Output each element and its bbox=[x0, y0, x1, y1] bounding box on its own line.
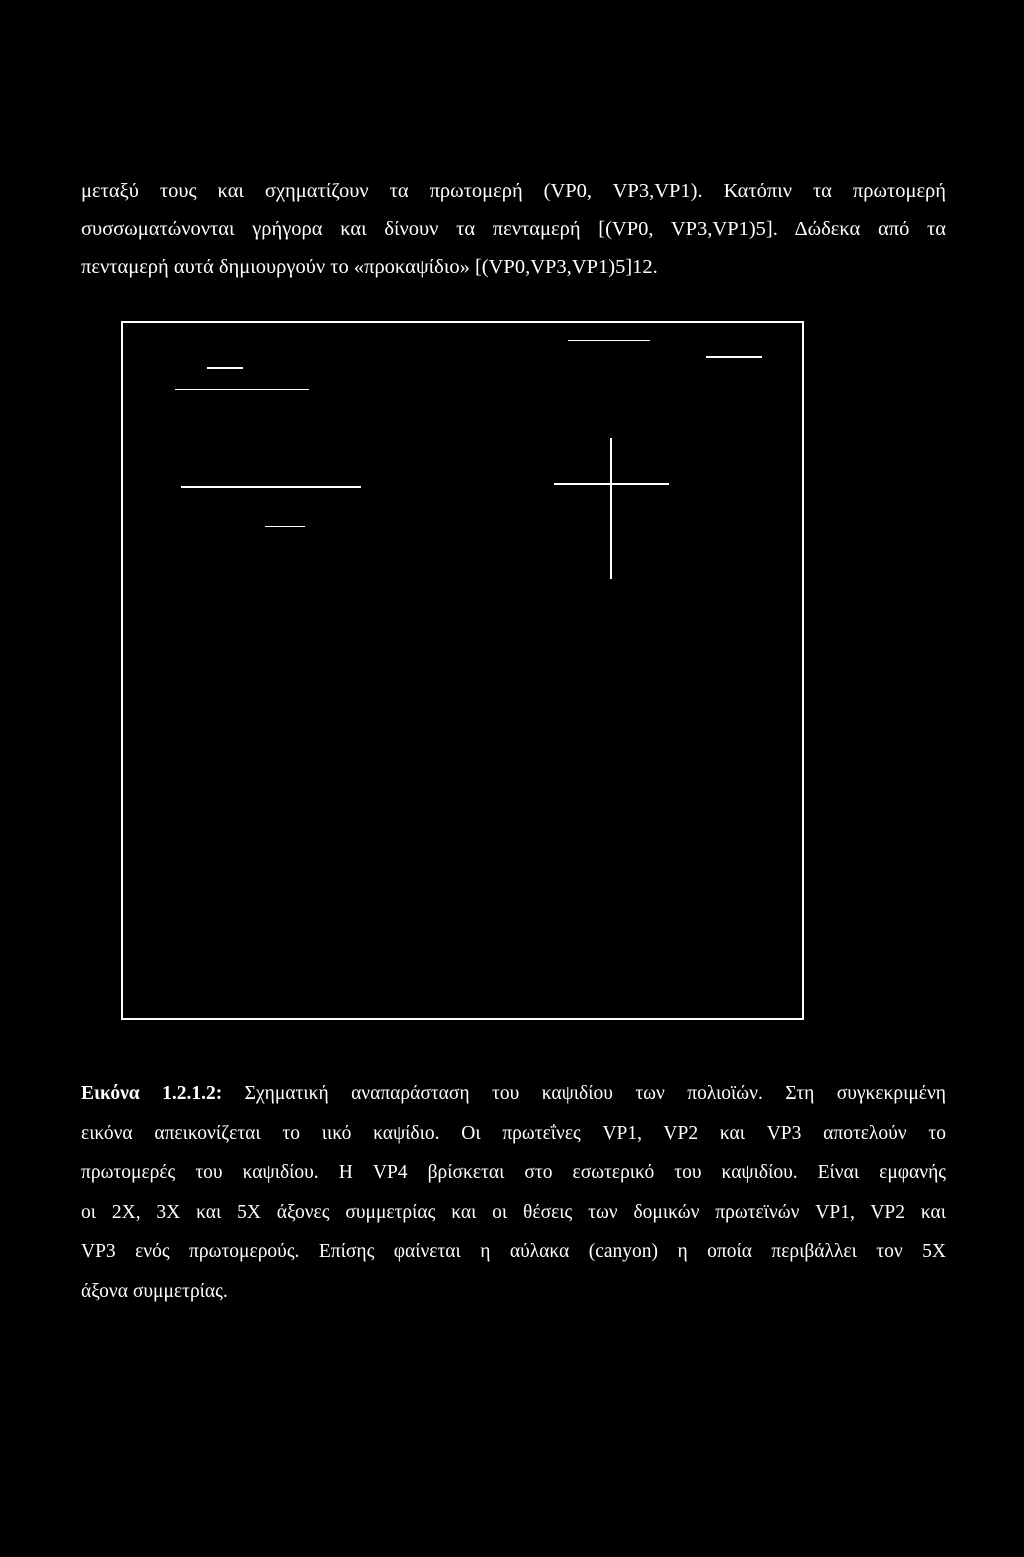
figure-mark bbox=[175, 389, 309, 390]
figure-caption bbox=[81, 1074, 946, 1311]
caption-line: εικόνα απεικονίζεται το ιικό καψίδιο. Οι πρωτεΐνες VP1, VP2 και VP3 αποτελούν το bbox=[81, 1122, 946, 1144]
intro-line: πενταμερή αυτά δημιουργούν το «προκαψίδιο» [(VP0,VP3,VP1)5]12. bbox=[81, 256, 658, 278]
figure-label: Εικόνα 1.2.1.2: bbox=[81, 1083, 223, 1104]
intro-line: συσσωματώνονται γρήγορα και δίνουν τα πενταμερή [(VP0, VP3,VP1)5]. Δώδεκα από τα bbox=[81, 218, 946, 240]
caption-line: οι 2Χ, 3Χ και 5Χ άξονες συμμετρίας και οι θέσεις των δομικών πρωτεϊνών VP1, VP2 και bbox=[81, 1201, 946, 1223]
figure-mark bbox=[265, 526, 305, 527]
caption-line: VP3 ενός πρωτομερούς. Επίσης φαίνεται η αύλακα (canyon) η οποία περιβάλλει τον 5Χ bbox=[81, 1241, 946, 1262]
figure-mark bbox=[568, 340, 650, 341]
intro-paragraph bbox=[81, 172, 946, 286]
caption-text: Σχηματική αναπαράσταση του καψιδίου των πολιοϊών. Στη συγκεκριμένη bbox=[244, 1083, 946, 1104]
caption-line: άξονα συμμετρίας. bbox=[81, 1280, 228, 1302]
figure-image-frame bbox=[121, 321, 804, 1020]
figure-mark bbox=[207, 367, 243, 369]
caption-line: πρωτομερές του καψιδίου. Η VP4 βρίσκεται στο εσωτερικό του καψιδίου. Είναι εμφανής bbox=[81, 1162, 946, 1183]
figure-mark bbox=[610, 438, 612, 579]
intro-line: μεταξύ τους και σχηματίζουν τα πρωτομερή (VP0, VP3,VP1). Κατόπιν τα πρωτομερή bbox=[81, 180, 946, 202]
figure-mark bbox=[181, 486, 361, 488]
figure-mark bbox=[706, 356, 762, 358]
caption-line bbox=[81, 1074, 946, 1114]
